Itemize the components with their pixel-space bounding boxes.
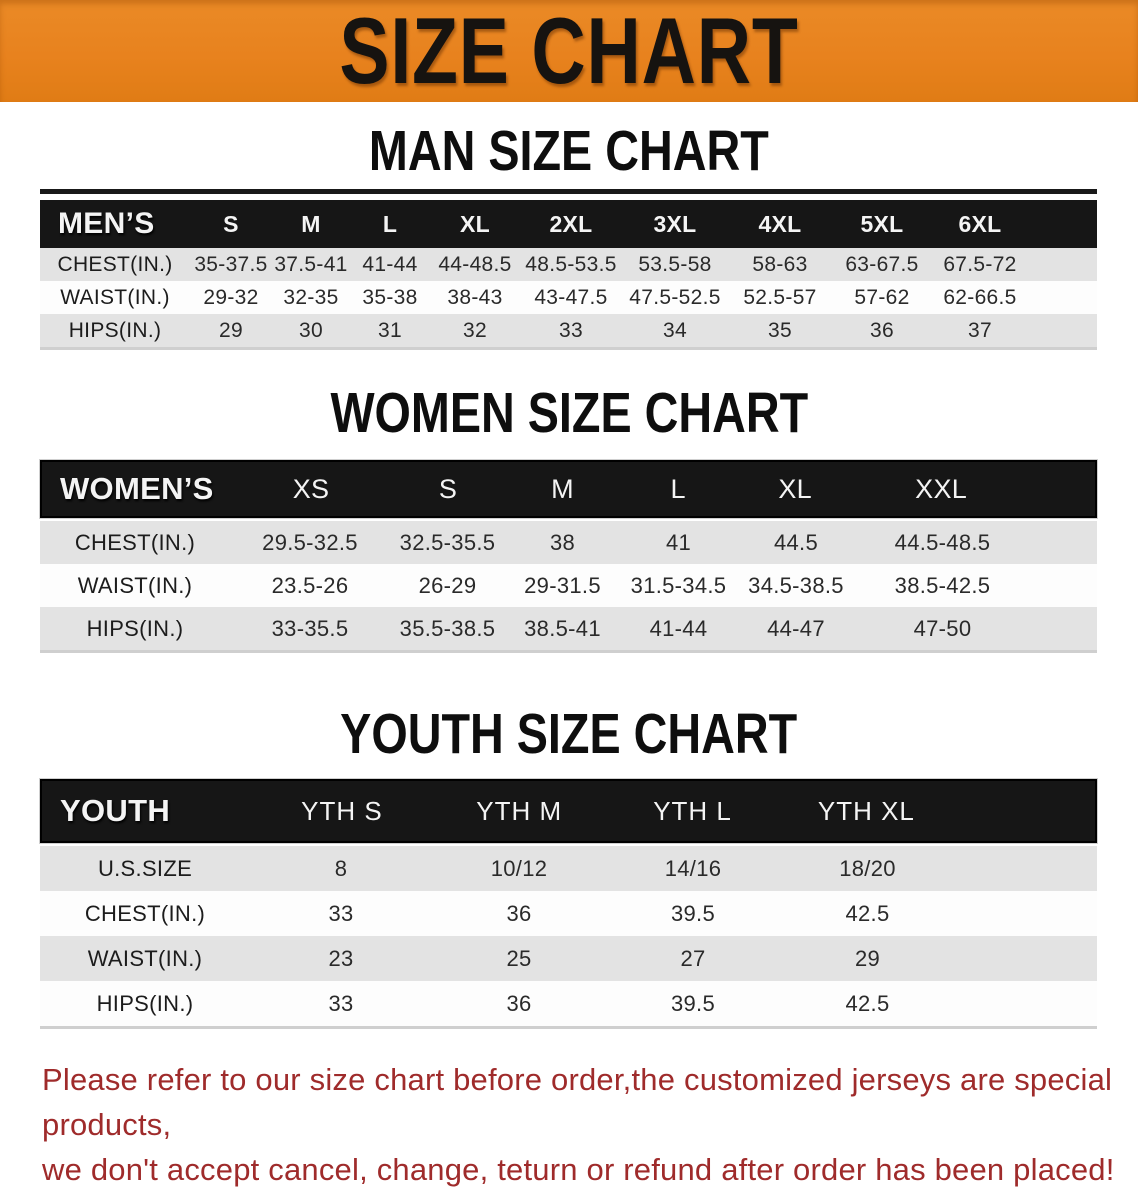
youth-table-header-row (40, 779, 1097, 843)
size-value: 35-37.5 (194, 252, 268, 276)
disclaimer-note (42, 1057, 1118, 1192)
spacer-cell (954, 781, 1095, 841)
size-value: 41-44 (362, 252, 418, 276)
size-value: 42.5 (845, 900, 890, 926)
table-row (40, 981, 1097, 1026)
size-value: 35-38 (362, 285, 418, 309)
women-table-header-row (40, 460, 1097, 518)
column-header: XS (292, 473, 330, 504)
women-size-table (40, 460, 1097, 653)
column-header: 5XL (860, 210, 904, 237)
spacer-cell (1030, 607, 1097, 650)
size-value: 53.5-58 (638, 252, 712, 276)
size-value: 47.5-52.5 (629, 285, 721, 309)
row-label: CHEST(IN.) (84, 900, 206, 926)
size-value: 29.5-32.5 (262, 529, 358, 555)
size-value: 29 (219, 318, 243, 342)
column-header: L (670, 473, 686, 504)
spacer-cell (955, 846, 1097, 891)
spacer-cell (1028, 314, 1097, 347)
size-value: 14/16 (664, 855, 722, 881)
size-value: 37 (968, 318, 992, 342)
size-value: 29-31.5 (524, 572, 601, 598)
column-header: YTH L (653, 795, 732, 826)
row-label: HIPS(IN.) (86, 615, 184, 641)
heading-text: YOUTH SIZE CHART (340, 702, 798, 766)
table-row (40, 891, 1097, 936)
column-header: XL (460, 210, 490, 237)
row-label: U.S.SIZE (97, 855, 193, 881)
size-value: 38 (549, 529, 576, 555)
youth-size-table (40, 779, 1097, 1029)
banner-title: SIZE CHART (339, 0, 799, 103)
size-value: 31.5-34.5 (630, 572, 727, 598)
size-value: 42.5 (845, 990, 890, 1016)
size-value: 29-32 (203, 285, 259, 309)
size-value: 44-48.5 (438, 252, 512, 276)
column-header: 2XL (549, 210, 593, 237)
man-size-chart-heading (0, 119, 1138, 183)
table-row (40, 281, 1097, 314)
size-value: 32-35 (283, 285, 339, 309)
spacer-cell (1028, 200, 1097, 248)
table-title: MEN’S (58, 207, 155, 240)
table-title: YOUTH (60, 793, 170, 828)
size-value: 44.5-48.5 (894, 529, 991, 555)
spacer-cell (1028, 281, 1097, 314)
row-label: HIPS(IN.) (68, 318, 162, 342)
men-table-header-row (40, 200, 1097, 248)
size-value: 38.5-42.5 (894, 572, 991, 598)
size-value: 58-63 (752, 252, 808, 276)
size-value: 10/12 (490, 855, 548, 881)
table-row (40, 846, 1097, 891)
size-value: 63-67.5 (845, 252, 919, 276)
row-label: CHEST(IN.) (57, 252, 173, 276)
row-label: WAIST(IN.) (87, 945, 203, 971)
row-label: HIPS(IN.) (96, 990, 194, 1016)
column-header: XXL (915, 473, 968, 504)
size-value: 30 (299, 318, 323, 342)
column-header: YTH XL (817, 795, 915, 826)
size-value: 23.5-26 (271, 572, 349, 598)
column-header: YTH S (301, 795, 383, 826)
size-value: 48.5-53.5 (525, 252, 617, 276)
column-header: 3XL (653, 210, 697, 237)
table-row (40, 607, 1097, 650)
column-header: M (551, 473, 574, 504)
size-value: 32.5-35.5 (399, 529, 496, 555)
column-header: 4XL (758, 210, 802, 237)
row-label: CHEST(IN.) (74, 529, 196, 555)
size-value: 33 (328, 900, 354, 926)
spacer-cell (955, 891, 1097, 936)
table-row (40, 248, 1097, 281)
spacer-cell (955, 936, 1097, 981)
column-header: M (301, 210, 321, 237)
size-value: 31 (378, 318, 402, 342)
size-value: 43-47.5 (534, 285, 608, 309)
disclaimer-line: Please refer to our size chart before order,the customized jerseys are special products, (42, 1062, 1113, 1142)
spacer-cell (1030, 521, 1097, 564)
spacer-cell (1028, 248, 1097, 281)
size-chart-banner (0, 0, 1138, 102)
size-value: 67.5-72 (943, 252, 1017, 276)
size-value: 34.5-38.5 (748, 572, 844, 598)
size-value: 32 (463, 318, 487, 342)
size-value: 41 (665, 529, 692, 555)
size-value: 25 (506, 945, 532, 971)
table-row (40, 564, 1097, 607)
size-value: 52.5-57 (743, 285, 817, 309)
size-value: 23 (328, 945, 354, 971)
size-value: 27 (680, 945, 706, 971)
size-value: 39.5 (670, 990, 716, 1016)
size-value: 38.5-41 (524, 615, 601, 641)
youth-size-chart-heading (0, 702, 1138, 766)
size-value: 44.5 (773, 529, 819, 555)
column-header: YTH M (476, 795, 563, 826)
size-value: 47-50 (913, 615, 972, 641)
disclaimer-line: we don't accept cancel, change, teturn or refund after order has been placed! (42, 1152, 1115, 1187)
heading-text: MAN SIZE CHART (369, 119, 769, 183)
spacer-cell (1028, 462, 1095, 516)
column-header: 6XL (958, 210, 1002, 237)
size-value: 18/20 (839, 855, 896, 881)
men-size-table (40, 189, 1097, 350)
women-size-chart-heading (0, 381, 1138, 445)
size-value: 33 (559, 318, 583, 342)
table-row (40, 936, 1097, 981)
size-value: 44-47 (767, 615, 825, 641)
column-header: S (223, 210, 239, 237)
size-value: 36 (870, 318, 894, 342)
column-header: S (438, 473, 458, 504)
size-value: 35.5-38.5 (399, 615, 496, 641)
size-value: 62-66.5 (943, 285, 1017, 309)
spacer-cell (955, 981, 1097, 1026)
row-label: WAIST(IN.) (60, 285, 170, 309)
heading-text: WOMEN SIZE CHART (330, 381, 808, 445)
table-row (40, 521, 1097, 564)
size-value: 41-44 (649, 615, 708, 641)
table-top-border (40, 189, 1097, 194)
column-header: L (382, 210, 398, 237)
column-header: XL (778, 473, 812, 504)
size-value: 8 (334, 855, 348, 881)
size-value: 37.5-41 (274, 252, 348, 276)
size-value: 38-43 (447, 285, 503, 309)
size-value: 33 (328, 990, 354, 1016)
size-value: 26-29 (418, 572, 477, 598)
size-value: 34 (663, 318, 687, 342)
size-value: 36 (506, 900, 532, 926)
spacer-cell (1030, 564, 1097, 607)
size-value: 36 (506, 990, 532, 1016)
size-value: 57-62 (854, 285, 910, 309)
table-title: WOMEN’S (60, 471, 214, 506)
table-row (40, 314, 1097, 347)
row-label: WAIST(IN.) (77, 572, 193, 598)
size-value: 29 (854, 945, 881, 971)
size-value: 35 (768, 318, 792, 342)
size-value: 33-35.5 (271, 615, 349, 641)
size-value: 39.5 (670, 900, 716, 926)
